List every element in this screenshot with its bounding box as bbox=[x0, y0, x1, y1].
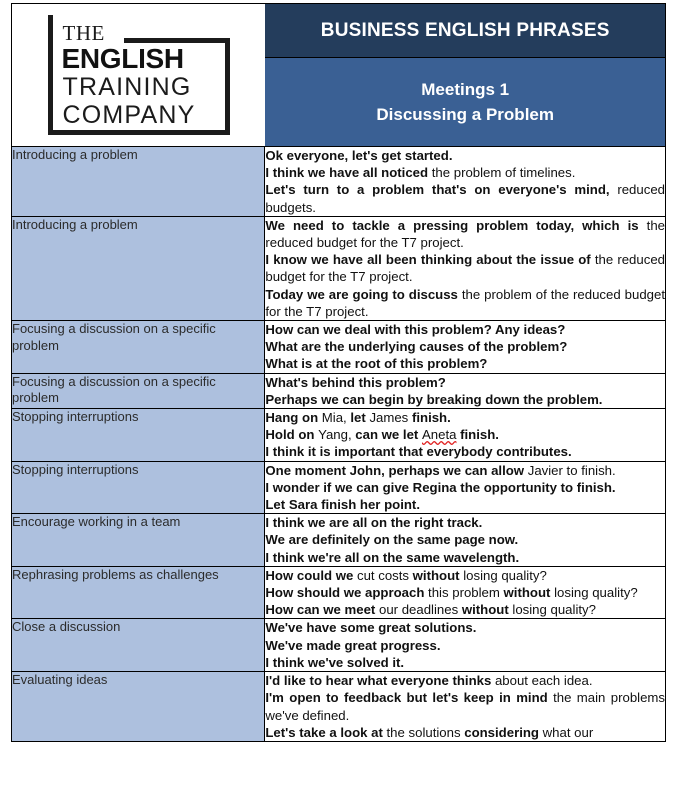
phrase-line bbox=[265, 286, 665, 320]
phrase-plain-fragment: losing quality? bbox=[554, 585, 638, 601]
phrase-line bbox=[265, 584, 665, 601]
phrase-key-fragment: Let Sara finish her point. bbox=[265, 497, 420, 513]
phrase-line bbox=[265, 531, 665, 548]
phrase-line bbox=[265, 724, 665, 741]
phrase-key-fragment: Let's take a look at bbox=[265, 724, 387, 740]
phrase-plain-fragment: James bbox=[369, 410, 412, 426]
phrase-key-fragment: What's behind this problem? bbox=[265, 374, 446, 390]
phrase-key-fragment: We've have some great solutions. bbox=[265, 620, 477, 636]
logo-frame bbox=[48, 15, 230, 135]
phrase-key-fragment: How should we approach bbox=[265, 585, 429, 601]
table-body bbox=[12, 4, 666, 742]
category-cell: Stopping interruptions bbox=[12, 409, 265, 462]
logo-frame-left-bar bbox=[48, 15, 53, 135]
phrase-line bbox=[265, 374, 665, 391]
phrase-line bbox=[265, 338, 665, 355]
phrase-key-fragment: I think we're all on the same wavelength. bbox=[265, 549, 520, 565]
phrase-key-fragment: without bbox=[412, 567, 464, 583]
phrase-key-fragment: finish. bbox=[456, 427, 499, 443]
phrase-line bbox=[265, 689, 665, 723]
phrase-plain-fragment: Javier to finish. bbox=[527, 462, 616, 478]
phrase-line bbox=[265, 164, 665, 181]
logo-text-the: THE bbox=[62, 21, 105, 45]
phrase-plain-fragment: losing quality? bbox=[512, 602, 596, 618]
table-row bbox=[12, 147, 666, 217]
table-row bbox=[12, 514, 666, 567]
logo-text-english: ENGLISH bbox=[61, 43, 184, 74]
subtitle-line-1: Meetings 1 bbox=[421, 80, 510, 99]
subtitle-line-2: Discussing a Problem bbox=[376, 105, 554, 124]
phrase-line bbox=[265, 462, 665, 479]
category-cell: Introducing a problem bbox=[12, 147, 265, 217]
phrase-plain-fragment: losing quality? bbox=[463, 567, 547, 583]
phrase-line bbox=[265, 251, 665, 285]
phrase-cell bbox=[265, 514, 666, 567]
phrase-line bbox=[265, 355, 665, 372]
header-row bbox=[12, 4, 666, 147]
phrase-key-fragment: We need to tackle a pressing problem today, which is bbox=[265, 217, 647, 233]
phrase-line bbox=[265, 479, 665, 496]
phrase-key-fragment: without bbox=[461, 602, 513, 618]
phrase-plain-fragment: cut costs bbox=[356, 567, 413, 583]
phrase-key-fragment: How can we deal with this problem? Any ideas? bbox=[265, 322, 566, 338]
logo-frame-bottom-bar bbox=[48, 130, 230, 135]
phrase-key-fragment: Ok everyone, let's get started. bbox=[265, 148, 453, 163]
phrase-plain-fragment: the reduced budget for the T7 project. bbox=[265, 217, 665, 251]
phrase-line bbox=[265, 217, 665, 251]
category-cell: Stopping interruptions bbox=[12, 461, 265, 514]
phrase-key-fragment: let bbox=[350, 410, 370, 426]
category-cell: Encourage working in a team bbox=[12, 514, 265, 567]
phrase-key-fragment: How could we bbox=[265, 567, 357, 583]
category-cell: Evaluating ideas bbox=[12, 672, 265, 742]
phrase-key-fragment: Hang on bbox=[265, 410, 322, 426]
phrase-key-fragment: I'm open to feedback but let's keep in mind bbox=[265, 690, 554, 706]
page-title: BUSINESS ENGLISH PHRASES bbox=[265, 4, 665, 58]
phrase-key-fragment: Let's turn to a problem that's on everyone's mind, bbox=[265, 182, 618, 198]
phrase-cell bbox=[265, 321, 666, 374]
category-cell: Introducing a problem bbox=[12, 216, 265, 320]
phrase-cell bbox=[265, 373, 666, 408]
phrase-cell bbox=[265, 672, 666, 742]
phrase-cell bbox=[265, 216, 666, 320]
phrase-line bbox=[265, 672, 665, 689]
table-row bbox=[12, 619, 666, 672]
table-row bbox=[12, 566, 666, 619]
phrase-line bbox=[265, 619, 665, 636]
phrase-line bbox=[265, 654, 665, 671]
logo-text-company: COMPANY bbox=[62, 101, 196, 129]
table-row bbox=[12, 373, 666, 408]
phrase-line bbox=[265, 637, 665, 654]
phrase-key-fragment: I think it is important that everybody contributes. bbox=[265, 444, 572, 460]
phrase-plain-fragment: this problem bbox=[428, 585, 504, 601]
phrase-plain-fragment: the problem of the reduced budget for the T7 project. bbox=[265, 286, 665, 319]
category-cell: Focusing a discussion on a specific problem bbox=[12, 373, 265, 408]
phrase-key-fragment: Today we are going to discuss bbox=[265, 286, 462, 302]
phrase-key-fragment: I think we've solved it. bbox=[265, 654, 405, 670]
phrase-plain-fragment: the solutions bbox=[386, 724, 465, 740]
phrase-key-fragment: I think we are all on the right track. bbox=[265, 515, 483, 531]
category-cell: Rephrasing problems as challenges bbox=[12, 566, 265, 619]
table-row bbox=[12, 216, 666, 320]
phrase-plain-fragment: the reduced budget for the T7 project. bbox=[265, 252, 665, 285]
phrase-key-fragment: One moment John, perhaps we can allow bbox=[265, 462, 528, 478]
phrase-key-fragment: How can we meet bbox=[265, 602, 379, 618]
phrase-plain-fragment: about each idea. bbox=[494, 673, 593, 689]
phrase-key-fragment: We are definitely on the same page now. bbox=[265, 532, 519, 548]
phrase-key-fragment: without bbox=[503, 585, 555, 601]
brand-logo bbox=[12, 4, 265, 146]
phrase-line bbox=[265, 181, 665, 215]
phrase-line bbox=[265, 567, 665, 584]
phrase-plain-fragment: the main problems we've defined. bbox=[265, 690, 666, 723]
phrase-plain-fragment: Yang, bbox=[318, 427, 356, 443]
phrase-key-fragment: What is at the root of this problem? bbox=[265, 356, 488, 372]
phrase-plain-fragment: Aneta bbox=[421, 427, 457, 443]
logo-frame-right-bar bbox=[225, 38, 230, 135]
phrase-line bbox=[265, 147, 665, 164]
table-row bbox=[12, 672, 666, 742]
phrase-cell bbox=[265, 619, 666, 672]
phrase-line bbox=[265, 496, 665, 513]
phrase-line bbox=[265, 443, 665, 460]
phrase-key-fragment: What are the underlying causes of the problem? bbox=[265, 339, 568, 355]
phrase-cell bbox=[265, 566, 666, 619]
phrase-line bbox=[265, 601, 665, 618]
phrase-key-fragment: We've made great progress. bbox=[265, 637, 441, 653]
phrase-key-fragment: can we let bbox=[355, 427, 422, 443]
phrase-line bbox=[265, 321, 665, 338]
phrase-plain-fragment: our deadlines bbox=[378, 602, 462, 618]
phrase-cell bbox=[265, 147, 666, 217]
phrase-line bbox=[265, 426, 665, 443]
phrase-key-fragment: I think we have all noticed bbox=[265, 165, 432, 181]
logo-cell bbox=[12, 4, 265, 147]
phrase-key-fragment: I wonder if we can give Regina the opportunity to finish. bbox=[265, 479, 616, 495]
phrase-key-fragment: finish. bbox=[411, 410, 451, 426]
table-row bbox=[12, 461, 666, 514]
phrase-key-fragment: considering bbox=[464, 724, 543, 740]
phrases-table bbox=[11, 3, 666, 742]
category-cell: Focusing a discussion on a specific problem bbox=[12, 321, 265, 374]
phrase-line bbox=[265, 514, 665, 531]
phrase-key-fragment: I'd like to hear what everyone thinks bbox=[265, 673, 495, 689]
phrase-cell bbox=[265, 461, 666, 514]
logo-text-training: TRAINING bbox=[62, 73, 192, 101]
phrase-plain-fragment: Mia, bbox=[321, 410, 351, 426]
phrase-line bbox=[265, 409, 665, 426]
page-subtitle bbox=[265, 58, 665, 146]
table-row bbox=[12, 409, 666, 462]
header-title-cell bbox=[265, 4, 666, 147]
phrase-line bbox=[265, 391, 665, 408]
phrase-key-fragment: Hold on bbox=[265, 427, 319, 443]
phrase-plain-fragment: reduced budgets. bbox=[265, 182, 665, 215]
table-row bbox=[12, 321, 666, 374]
phrase-cell bbox=[265, 409, 666, 462]
phrase-plain-fragment: the problem of timelines. bbox=[431, 165, 576, 181]
phrase-key-fragment: Perhaps we can begin by breaking down the problem. bbox=[265, 391, 603, 407]
phrase-plain-fragment: what our bbox=[542, 724, 594, 740]
phrase-line bbox=[265, 549, 665, 566]
category-cell: Close a discussion bbox=[12, 619, 265, 672]
phrase-key-fragment: I know we have all been thinking about the issue of bbox=[265, 252, 595, 268]
